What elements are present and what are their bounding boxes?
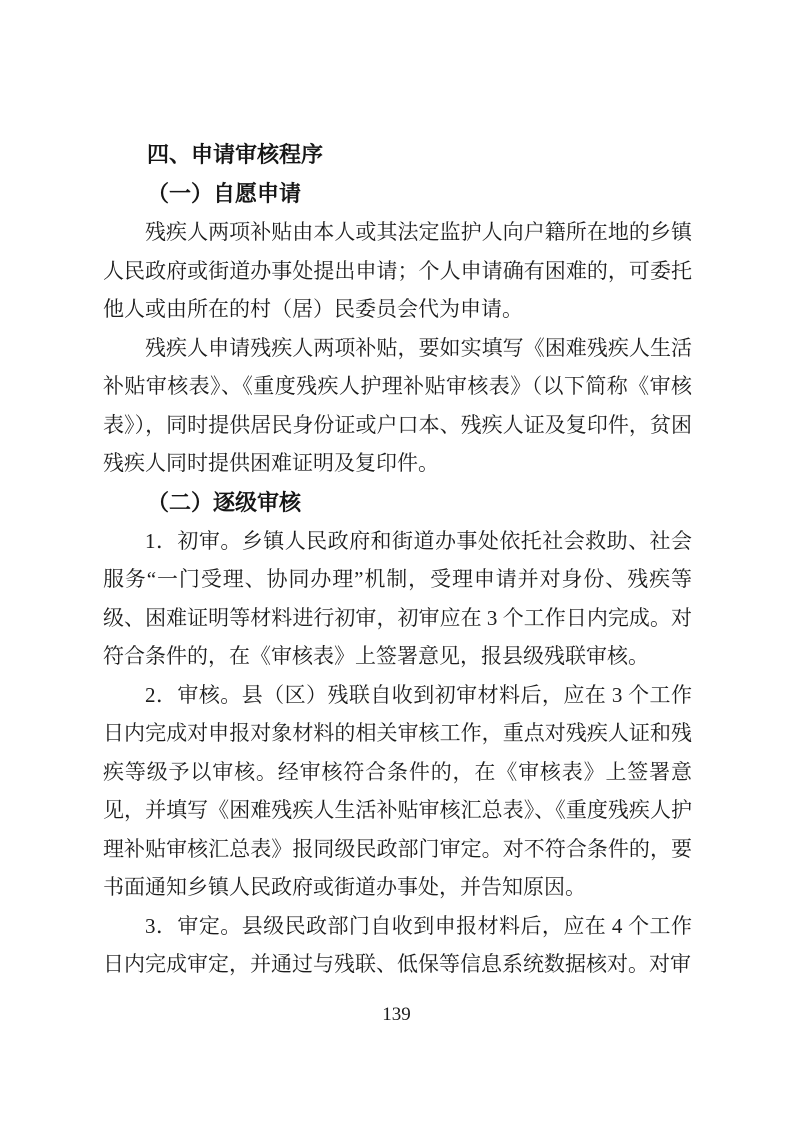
page-number: 139 [382,1004,411,1025]
paragraph: 残疾人申请残疾人两项补贴，要如实填写《困难残疾人生活补贴审核表》、《重度残疾人护理补贴审核表》（以下简称《审核表》），同时提供居民身份证或户口本、残疾人证及复印件，贫困残疾人同时提供困难证明及复印件。 [103,335,692,475]
paragraph: 3．审定。县级民政部门自收到申报材料后，应在 4 个工作日内完成审定，并通过与残联、低保等信息系统数据核对。对审 [103,913,692,976]
main-heading: 四、申请审核程序 [147,142,324,167]
paragraph: 1．初审。乡镇人民政府和街道办事处依托社会救助、社会服务“一门受理、协同办理”机制，受理申请并对身份、残疾等级、困难证明等材料进行初审，初审应在 3 个工作日内完成。对符合条件的，在《审核表》上签署意见，报县级残联审核。 [103,528,692,668]
subsection-heading-level-by-level-review: （二）逐级审核 [147,489,302,515]
paragraph: 残疾人两项补贴由本人或其法定监护人向户籍所在地的乡镇人民政府或街道办事处提出申请；个人申请确有困难的，可委托他人或由所在的村（居）民委员会代为申请。 [103,220,692,321]
subsection-heading-voluntary-application: （一）自愿申请 [147,181,302,206]
paragraph: 2．审核。县（区）残联自收到初审材料后，应在 3 个工作日内完成对申报对象材料的相关审核工作，重点对残疾人证和残疾等级予以审核。经审核符合条件的，在《审核表》上签署意见，并填写《困难残疾人生活补贴审核汇总表》、《重度残疾人护理补贴审核汇总表》报同级民政部门审定。对不符合条件的，要书面通知乡镇人民政府或街道办事处，并告知原因。 [103,682,692,899]
